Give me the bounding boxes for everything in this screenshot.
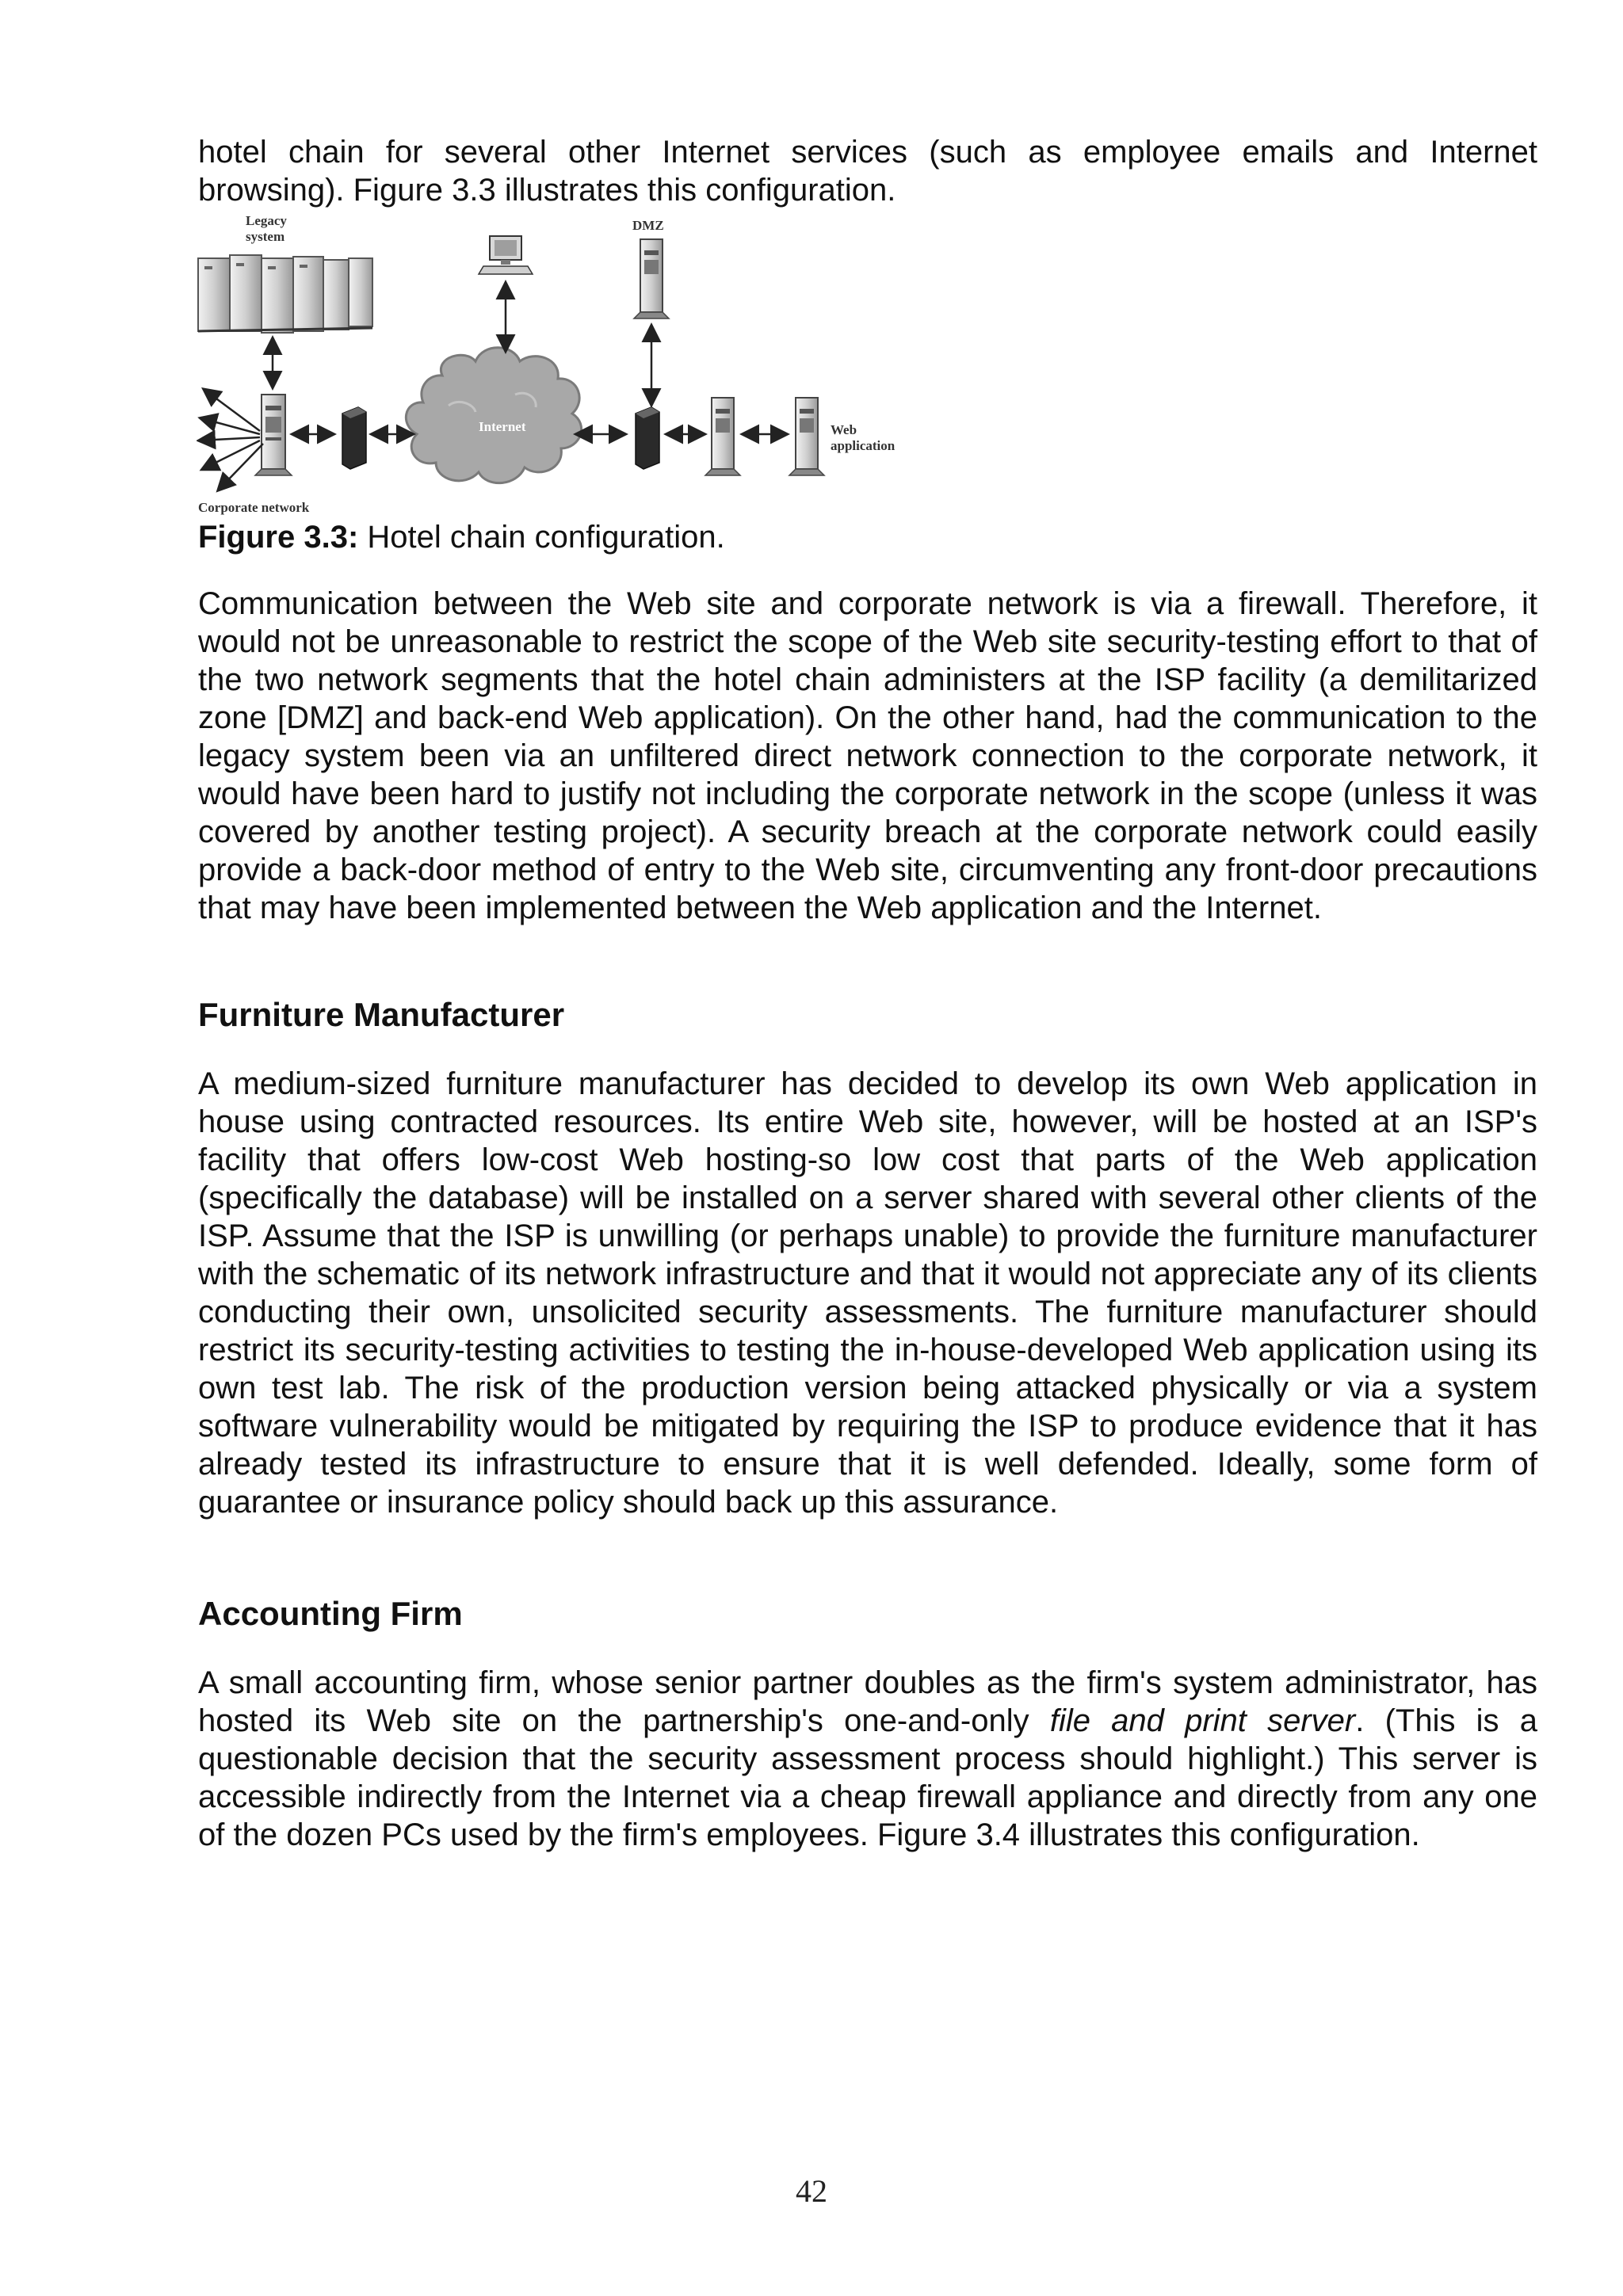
paragraph-furniture [198, 1065, 1537, 1521]
firewall-icon [342, 407, 366, 469]
web-label-line1: Web [831, 422, 857, 437]
page-number: 42 [796, 2173, 827, 2209]
figure-caption-text: Hotel chain configuration. [358, 520, 725, 555]
paragraph-communication-text: Communication between the Web site and corporate network is via a firewall. Therefore, it would not be unreasonable to restrict the scope of the Web site security-testing effort to that of the two network segments that the hotel chain administers at the ISP facility (a demilitarized zone [DMZ] and back-end Web application). On the other hand, had the communication to the legacy system been via an unfiltered direct network connection to the corporate network, it would have been hard to justify not including the corporate network in the scope (unless it was covered by another testing project). A security breach at the corporate network could easily provide a back-door method of entry to the Web site, circumventing any front-door precautions that may have been implemented between the Web application and the Internet. [198, 586, 1537, 925]
paragraph-accounting-part2: . (This is a questionable decision that the security assessment process should highlight.) This server is accessible indirectly from the Internet via a cheap firewall appliance and directly from any one of the dozen PCs used by the firm's employees. Figure 3.4 illustrates this configuration. [198, 1703, 1537, 1852]
legacy-label-line1: Legacy [246, 213, 287, 228]
paragraph-furniture-text: A medium-sized furniture manufacturer has decided to develop its own Web application in house using contracted resources. Its entire Web site, however, will be hosted at an ISP's facility that offers low-cost Web hosting-so low cost that parts of the Web application (specifically the database) will be installed on a server shared with several other clients of the ISP. Assume that the ISP is unwilling (or perhaps unable) to provide the furniture manufacturer with the schematic of its network infrastructure and that it would not appreciate any of its clients conducting their own, unsolicited security assessments. The furniture manufacturer should restrict its security-testing activities to testing the in-house-developed Web application using its own test lab. The risk of the production version being attacked physically or via a system software vulnerability would be mitigated by requiring the ISP to produce evidence that it has already tested its infrastructure to ensure that it is well defended. Ideally, some form of guarantee or insurance policy should back up this assurance. [198, 1066, 1537, 1520]
corporate-server-icon [255, 395, 292, 475]
paragraph-accounting-part1: A small accounting firm, whose senior partner doubles as the firm's system administrator, has hosted its Web site on the partnership's one-and-only [198, 1665, 1537, 1738]
heading-furniture-manufacturer: Furniture Manufacturer [198, 996, 565, 1033]
web-label-line2: application [831, 438, 896, 453]
corporate-network-arrows [200, 390, 263, 490]
dmz-server-icon [634, 239, 669, 318]
paragraph-accounting-text [198, 1664, 1537, 1854]
corporate-network-label: Corporate network [198, 500, 310, 515]
paragraph-accounting [198, 1664, 1537, 1854]
network-diagram [197, 211, 934, 521]
web-application-server-icon [789, 398, 824, 475]
legacy-system-icon [198, 255, 372, 333]
internet-label: Internet [479, 419, 526, 434]
dmz-label: DMZ [632, 218, 664, 233]
intro-paragraph-text: hotel chain for several other Internet services (such as employee emails and Internet browsing). Figure 3.3 illustrates this configuration. [198, 135, 1537, 208]
figure-caption-number: Figure 3.3: [198, 520, 359, 555]
figure-hotel-chain-diagram [197, 211, 934, 521]
legacy-label-line2: system [246, 229, 285, 244]
isp-server-icon [705, 398, 740, 475]
dmz-firewall-icon [636, 407, 659, 469]
internet-cloud-icon [406, 348, 581, 483]
heading-accounting-firm: Accounting Firm [198, 1595, 463, 1632]
paragraph-communication [198, 585, 1537, 927]
figure-caption [198, 518, 725, 556]
intro-paragraph [198, 133, 1537, 209]
remote-computer-icon [479, 236, 533, 274]
emphasis-file-and-print-server: file and print server [1049, 1703, 1356, 1738]
